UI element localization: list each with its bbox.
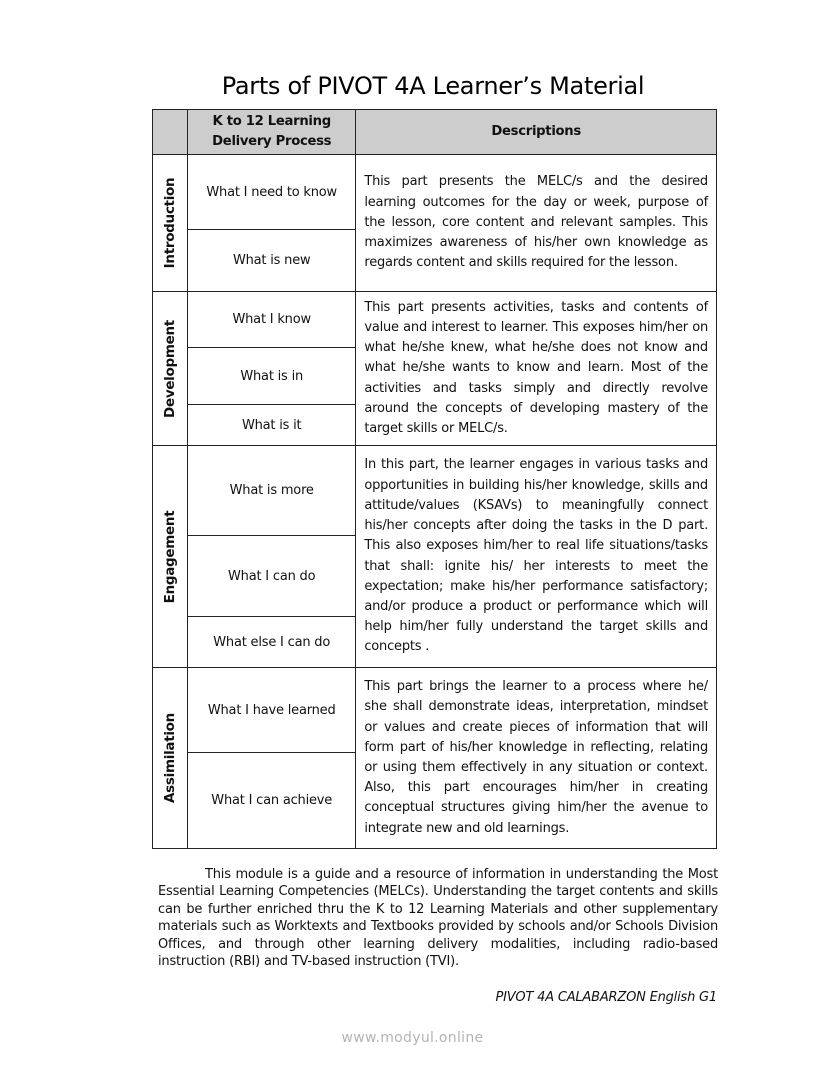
section-engagement <box>153 446 188 668</box>
step-cell: What I can do <box>188 536 356 617</box>
header-process <box>188 110 356 155</box>
header-process-line2: Delivery Process <box>212 134 332 149</box>
description-cell: This part presents the MELC/s and the desired learning outcomes for the day or week, purpose of the lesson, core content and relevant samples. This maximizes awareness of his/her own knowledge as regards content and skills required for the lesson. <box>356 155 717 292</box>
description-cell: In this part, the learner engages in various tasks and opportunities in building his/her knowledge, skills and attitude/values (KSAVs) to meaningfully connect his/her concepts after doing the tasks in the D part. This also exposes him/her to real life situations/tasks that shall: ignite his/ her interests to meet the expectation; make his/her performance satisfactory; and/or produce a product or performance which will help him/her fully understand the target skills and concepts . <box>356 446 717 668</box>
table-row <box>153 668 717 753</box>
page-footer: PIVOT 4A CALABARZON English G1 <box>495 990 717 1005</box>
description-cell: This part brings the learner to a process where he/ she shall demonstrate ideas, interpretation, mindset or values and create pieces of information that will form part of his/her knowledge in reflecting, relating or using them effectively in any situation or context. Also, this part encourages him/her in creating conceptual structures giving him/her the avenue to integrate new and old learnings. <box>356 668 717 849</box>
description-cell: This part presents activities, tasks and contents of value and interest to learner. This exposes him/her on what he/she knew, what he/she does not know and what he/she wants to know and learn. Most of the activities and tasks simply and directly revolve around the concepts of developing mastery of the target skills or MELC/s. <box>356 292 717 446</box>
step-cell: What I have learned <box>188 668 356 753</box>
table-row <box>153 446 717 536</box>
table-header-row <box>153 110 717 155</box>
step-cell: What is in <box>188 348 356 405</box>
section-assimilation <box>153 668 188 849</box>
header-blank <box>153 110 188 155</box>
table-row <box>153 155 717 230</box>
section-introduction <box>153 155 188 292</box>
step-cell: What I can achieve <box>188 753 356 849</box>
section-development <box>153 292 188 446</box>
section-label: Assimilation <box>162 713 179 803</box>
step-cell: What is it <box>188 405 356 446</box>
module-paragraph: This module is a guide and a resource of information in understanding the Most Essential Learning Competencies (MELCs). Understanding the target contents and skills can be further enriched thru the K to 12 Learning Materials and other supplementary materials such as Worktexts and Textbooks provided by schools and/or Schools Division Offices, and through other learning delivery modalities, including radio-based instruction (RBI) and TV-based instruction (TVI). <box>158 867 718 970</box>
step-cell: What I know <box>188 292 356 348</box>
section-label: Introduction <box>162 177 179 269</box>
step-cell: What is more <box>188 446 356 536</box>
page-title: Parts of PIVOT 4A Learner’s Material <box>221 72 645 100</box>
watermark: www.modyul.online <box>341 1030 484 1046</box>
step-cell: What I need to know <box>188 155 356 230</box>
step-cell: What is new <box>188 230 356 292</box>
parts-table <box>152 109 717 849</box>
section-label: Engagement <box>162 510 179 603</box>
header-process-line1: K to 12 Learning <box>212 114 331 129</box>
section-label: Development <box>162 319 179 418</box>
table-row <box>153 292 717 348</box>
header-descriptions: Descriptions <box>356 110 717 155</box>
step-cell: What else I can do <box>188 617 356 668</box>
